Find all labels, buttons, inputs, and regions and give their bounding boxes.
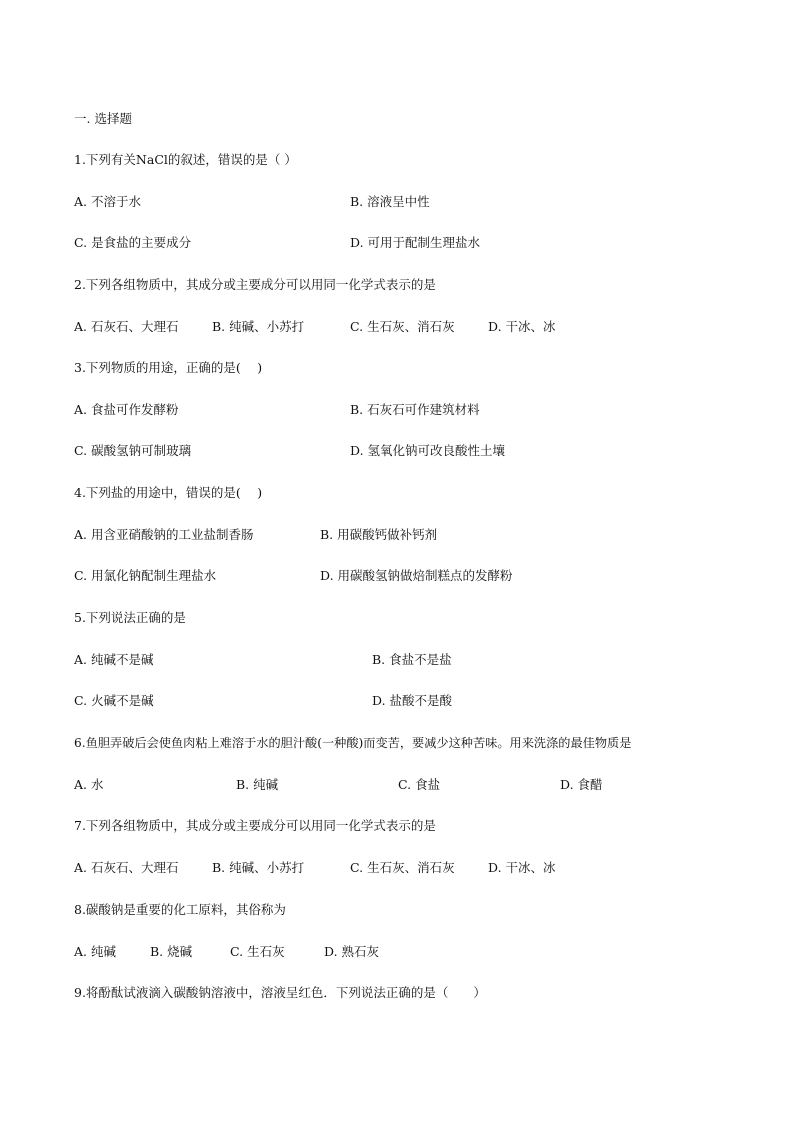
question-3-option-b: B. 石灰石可作建筑材料 [350, 402, 480, 417]
question-4-option-d: D. 用碳酸氢钠做焙制糕点的发酵粉 [320, 568, 513, 583]
question-5-option-b: B. 食盐不是盐 [372, 652, 452, 667]
question-6-option-b: B. 纯碱 [236, 777, 279, 792]
question-5-option-c: C. 火碱不是碱 [74, 693, 154, 708]
question-3-stem: 3.下列物质的用途，正确的是( ) [74, 360, 263, 375]
question-6-option-d: D. 食醋 [560, 777, 603, 792]
question-4-stem: 4.下列盐的用途中，错误的是( ) [74, 485, 263, 500]
question-2-option-c: C. 生石灰、消石灰 [350, 319, 455, 334]
question-8-stem: 8.碳酸钠是重要的化工原料，其俗称为 [74, 902, 286, 917]
question-1-option-a: A. 不溶于水 [74, 194, 141, 209]
question-7-option-d: D. 干冰、冰 [488, 860, 556, 875]
question-5-stem: 5.下列说法正确的是 [74, 610, 186, 625]
question-5-option-d: D. 盐酸不是酸 [372, 693, 453, 708]
question-7-option-c: C. 生石灰、消石灰 [350, 860, 455, 875]
question-2-stem: 2.下列各组物质中，其成分或主要成分可以用同一化学式表示的是 [74, 277, 436, 292]
question-6-stem: 6.鱼胆弄破后会使鱼肉粘上难溶于水的胆汁酸(一种酸)而变苦，要减少这种苦味。用来洗涤的最佳物质是 [74, 736, 632, 750]
question-1-option-d: D. 可用于配制生理盐水 [350, 235, 481, 250]
question-2-option-a: A. 石灰石、大理石 [74, 319, 179, 334]
question-8-option-d: D. 熟石灰 [324, 944, 380, 959]
question-4-option-b: B. 用碳酸钙做补钙剂 [320, 527, 438, 542]
question-2-option-b: B. 纯碱、小苏打 [212, 319, 305, 334]
question-5-option-a: A. 纯碱不是碱 [74, 652, 154, 667]
question-4-option-a: A. 用含亚硝酸钠的工业盐制香肠 [74, 527, 254, 542]
question-7-option-b: B. 纯碱、小苏打 [212, 860, 305, 875]
question-1-option-c: C. 是食盐的主要成分 [74, 235, 192, 250]
question-8-option-c: C. 生石灰 [230, 944, 285, 959]
section-title: 一. 选择题 [74, 111, 132, 126]
question-9-stem: 9.将酚酞试液滴入碳酸钠溶液中，溶液呈红色．下列说法正确的是（ ） [74, 985, 486, 1000]
question-6-option-c: C. 食盐 [398, 777, 441, 792]
question-1-option-b: B. 溶液呈中性 [350, 194, 430, 209]
question-2-option-d: D. 干冰、冰 [488, 319, 556, 334]
question-7-stem: 7.下列各组物质中，其成分或主要成分可以用同一化学式表示的是 [74, 818, 436, 833]
question-7-option-a: A. 石灰石、大理石 [74, 860, 179, 875]
question-3-option-c: C. 碳酸氢钠可制玻璃 [74, 443, 192, 458]
question-3-option-d: D. 氢氧化钠可改良酸性土壤 [350, 443, 506, 458]
question-6-option-a: A. 水 [74, 777, 104, 792]
question-8-option-a: A. 纯碱 [74, 944, 116, 959]
question-1-stem: 1.下列有关NaCl的叙述，错误的是（ ） [74, 152, 297, 167]
question-8-option-b: B. 烧碱 [150, 944, 193, 959]
question-4-option-c: C. 用氯化钠配制生理盐水 [74, 568, 217, 583]
question-3-option-a: A. 食盐可作发酵粉 [74, 402, 179, 417]
